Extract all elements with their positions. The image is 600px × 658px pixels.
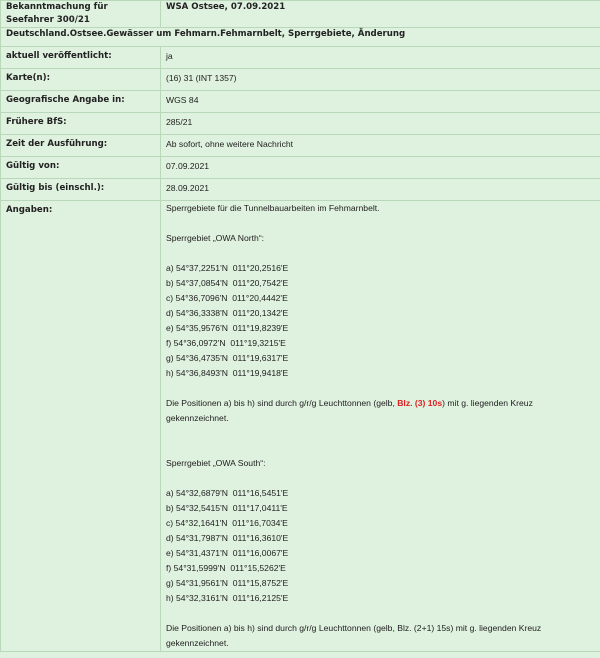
position-line: c) 54°32,1641'N 011°16,7034'E xyxy=(166,518,288,528)
subtitle-row xyxy=(1,28,600,47)
position-line: h) 54°32,3161'N 011°16,2125'E xyxy=(166,593,289,603)
field-label: Gültig bis (einschl.): xyxy=(1,179,161,201)
position-line: e) 54°35,9576'N 011°19,8239'E xyxy=(166,323,289,333)
position-line: c) 54°36,7096'N 011°20,4442'E xyxy=(166,293,288,303)
field-value: 07.09.2021 xyxy=(161,157,600,179)
field-label: Geografische Angabe in: xyxy=(1,91,161,113)
field-label: Gültig von: xyxy=(1,157,161,179)
position-line: f) 54°36,0972'N 011°19,3215'E xyxy=(166,338,286,348)
north-note-text: Die Positionen a) bis h) sind durch g/r/g Leuchttonnen (gelb, xyxy=(166,398,398,408)
south-note: Die Positionen a) bis h) sind durch g/r/g Leuchttonnen (gelb, Blz. (2+1) 15s) mit g. liegenden Kreuz xyxy=(166,623,542,633)
position-line: b) 54°32,5415'N 011°17,0411'E xyxy=(166,503,288,513)
field-row-valid-until xyxy=(1,179,600,201)
field-value: Ab sofort, ohne weitere Nachricht xyxy=(161,135,600,157)
south-note-line2: gekennzeichnet. xyxy=(166,638,229,648)
notice-number: Bekanntmachung für Seefahrer 300/21 xyxy=(1,1,161,28)
field-label: aktuell veröffentlicht: xyxy=(1,47,161,69)
position-line: d) 54°31,7987'N 011°16,3610'E xyxy=(166,533,289,543)
field-label: Frühere BfS: xyxy=(1,113,161,135)
field-row-execution xyxy=(1,135,600,157)
field-value: 285/21 xyxy=(161,113,600,135)
field-row-previous xyxy=(1,113,600,135)
header-row xyxy=(1,1,600,28)
field-row-geodetic xyxy=(1,91,600,113)
position-line: e) 54°31,4371'N 011°16,0067'E xyxy=(166,548,289,558)
field-row-details xyxy=(1,201,600,652)
field-label: Karte(n): xyxy=(1,69,161,91)
field-label: Zeit der Ausführung: xyxy=(1,135,161,157)
field-row-valid-from xyxy=(1,157,600,179)
field-value: WGS 84 xyxy=(161,91,600,113)
position-line: a) 54°32,6879'N 011°16,5451'E xyxy=(166,488,289,498)
details-content xyxy=(161,201,600,652)
north-note xyxy=(166,396,595,411)
notice-subtitle: Deutschland.Ostsee.Gewässer um Fehmarn.Fehmarnbelt, Sperrgebiete, Änderung xyxy=(1,28,600,47)
area-north-title: Sperrgebiet „OWA North“: xyxy=(166,233,265,243)
area-south-title: Sperrgebiet „OWA South“: xyxy=(166,458,266,468)
north-note-text-end: ) mit g. liegenden Kreuz xyxy=(442,398,533,408)
north-note-line2: gekennzeichnet. xyxy=(166,413,229,423)
authority-date: WSA Ostsee, 07.09.2021 xyxy=(161,1,600,28)
field-label: Angaben: xyxy=(1,201,161,652)
field-value: 28.09.2021 xyxy=(161,179,600,201)
position-line: b) 54°37,0854'N 011°20,7542'E xyxy=(166,278,289,288)
field-row-published xyxy=(1,47,600,69)
position-line: f) 54°31,5999'N 011°15,5262'E xyxy=(166,563,286,573)
position-line: a) 54°37,2251'N 011°20,2516'E xyxy=(166,263,289,273)
light-character-highlight: Blz. (3) 10s xyxy=(397,398,443,408)
position-line: d) 54°36,3338'N 011°20,1342'E xyxy=(166,308,289,318)
field-value: (16) 31 (INT 1357) xyxy=(161,69,600,91)
field-row-charts xyxy=(1,69,600,91)
position-line: h) 54°36,8493'N 011°19,9418'E xyxy=(166,368,289,378)
position-line: g) 54°36,4735'N 011°19,6317'E xyxy=(166,353,289,363)
position-line: g) 54°31,9561'N 011°15,8752'E xyxy=(166,578,289,588)
field-value: ja xyxy=(161,47,600,69)
details-intro: Sperrgebiete für die Tunnelbauarbeiten im Fehmarnbelt. xyxy=(166,203,380,213)
